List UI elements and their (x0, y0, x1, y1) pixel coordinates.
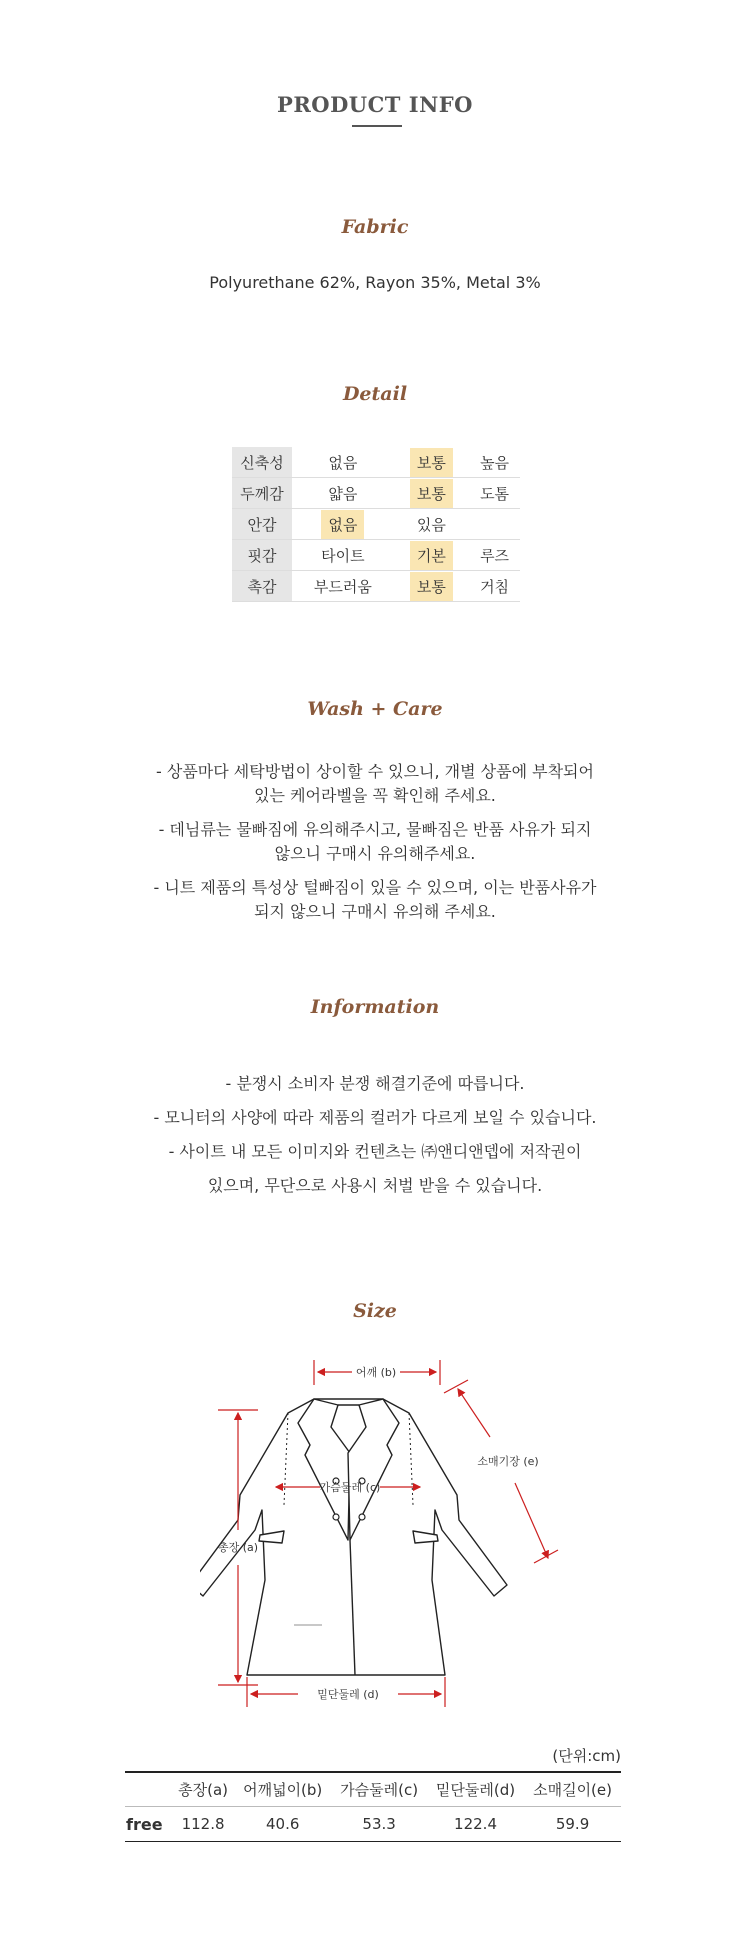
detail-option-text: 타이트 (321, 546, 365, 565)
detail-option (292, 571, 394, 602)
information-line: - 사이트 내 모든 이미지와 컨텐츠는 ㈜앤디앤뎁에 저작권이 (168, 1142, 582, 1161)
detail-option (469, 509, 520, 540)
detail-option (469, 447, 520, 478)
size-header: 밑단둘레(d) (427, 1772, 524, 1807)
detail-option-text: 도톰 (480, 484, 510, 503)
detail-option (292, 447, 394, 478)
detail-option (394, 571, 469, 602)
information-list (0, 1067, 750, 1203)
information-line: 있으며, 무단으로 사용시 처벌 받을 수 있습니다. (207, 1176, 543, 1195)
wash-care-line: - 데님류는 물빠짐에 유의해주시고, 물빠짐은 반품 사유가 되지 (158, 820, 592, 839)
wash-care-line: 되지 않으니 구매시 유의해 주세요. (254, 902, 496, 921)
size-title: Size (353, 1300, 397, 1322)
sleeve-label: 소매기장 (e) (477, 1455, 539, 1468)
information-line: - 모니터의 사양에 따라 제품의 컬러가 다르게 보일 수 있습니다. (153, 1108, 597, 1127)
size-value: 53.3 (331, 1807, 427, 1842)
detail-row (232, 540, 520, 571)
detail-row (232, 478, 520, 509)
detail-row-label: 두께감 (232, 478, 292, 509)
detail-option-selected: 보통 (410, 448, 453, 477)
detail-row-label: 안감 (232, 509, 292, 540)
size-row-label: free (125, 1807, 172, 1842)
wash-care-item (0, 760, 750, 808)
detail-option (394, 509, 469, 540)
coat-size-diagram (200, 1355, 580, 1730)
size-value: 112.8 (172, 1807, 234, 1842)
detail-option-text: 거침 (480, 577, 510, 596)
detail-row-label: 핏감 (232, 540, 292, 571)
detail-option-selected: 없음 (321, 510, 364, 539)
wash-care-item (0, 876, 750, 924)
detail-row-label: 촉감 (232, 571, 292, 602)
title-underline (352, 125, 402, 127)
detail-option (469, 478, 520, 509)
chest-label: 가슴둘레 (c) (319, 1481, 381, 1494)
detail-option (292, 478, 394, 509)
hem-label: 밑단둘레 (d) (317, 1688, 379, 1701)
size-value: 40.6 (234, 1807, 331, 1842)
detail-option-selected: 보통 (410, 572, 453, 601)
wash-care-line: - 니트 제품의 특성상 털빠짐이 있을 수 있으며, 이는 반품사유가 (153, 878, 597, 897)
wash-title: Wash + Care (307, 698, 443, 720)
detail-option-text: 없음 (328, 453, 358, 472)
detail-row (232, 447, 520, 478)
size-table (125, 1771, 621, 1842)
size-header: 가슴둘레(c) (331, 1772, 427, 1807)
detail-option-selected: 보통 (410, 479, 453, 508)
detail-option (394, 540, 469, 571)
detail-option-text: 있음 (416, 515, 446, 534)
detail-table (232, 447, 520, 602)
size-value: 122.4 (427, 1807, 524, 1842)
detail-title: Detail (342, 383, 408, 405)
size-header: 소매길이(e) (524, 1772, 621, 1807)
shoulder-label: 어깨 (b) (355, 1366, 397, 1379)
detail-option (469, 571, 520, 602)
size-header (125, 1772, 172, 1807)
detail-option-selected: 기본 (410, 541, 453, 570)
wash-care-list (0, 760, 750, 934)
wash-care-line: 있는 케어라벨을 꼭 확인해 주세요. (254, 786, 496, 805)
detail-option-text: 부드러움 (313, 577, 372, 596)
information-title: Information (310, 996, 440, 1018)
detail-option-text: 얇음 (328, 484, 358, 503)
size-header: 어깨넓이(b) (234, 1772, 331, 1807)
detail-option (394, 478, 469, 509)
detail-option-text: 루즈 (480, 546, 510, 565)
page-title: PRODUCT INFO (277, 92, 473, 117)
wash-care-line: 않으니 구매시 유의해주세요. (274, 844, 476, 863)
wash-care-line: - 상품마다 세탁방법이 상이할 수 있으니, 개별 상품에 부착되어 (156, 762, 594, 781)
size-header: 총장(a) (172, 1772, 234, 1807)
detail-row (232, 509, 520, 540)
size-unit: (단위:cm) (552, 1747, 621, 1765)
wash-care-item (0, 818, 750, 866)
size-row (125, 1807, 621, 1842)
detail-option (292, 540, 394, 571)
coat-outline (200, 1399, 507, 1675)
detail-row (232, 571, 520, 602)
detail-row-label: 신축성 (232, 447, 292, 478)
detail-option (394, 447, 469, 478)
detail-option (469, 540, 520, 571)
fabric-composition: Polyurethane 62%, Rayon 35%, Metal 3% (209, 273, 541, 292)
information-line: - 분쟁시 소비자 분쟁 해결기준에 따릅니다. (225, 1074, 525, 1093)
detail-option (292, 509, 394, 540)
fabric-title: Fabric (341, 216, 409, 238)
detail-option-text: 높음 (480, 453, 510, 472)
length-label: 총장 (a) (217, 1541, 259, 1554)
size-value: 59.9 (524, 1807, 621, 1842)
